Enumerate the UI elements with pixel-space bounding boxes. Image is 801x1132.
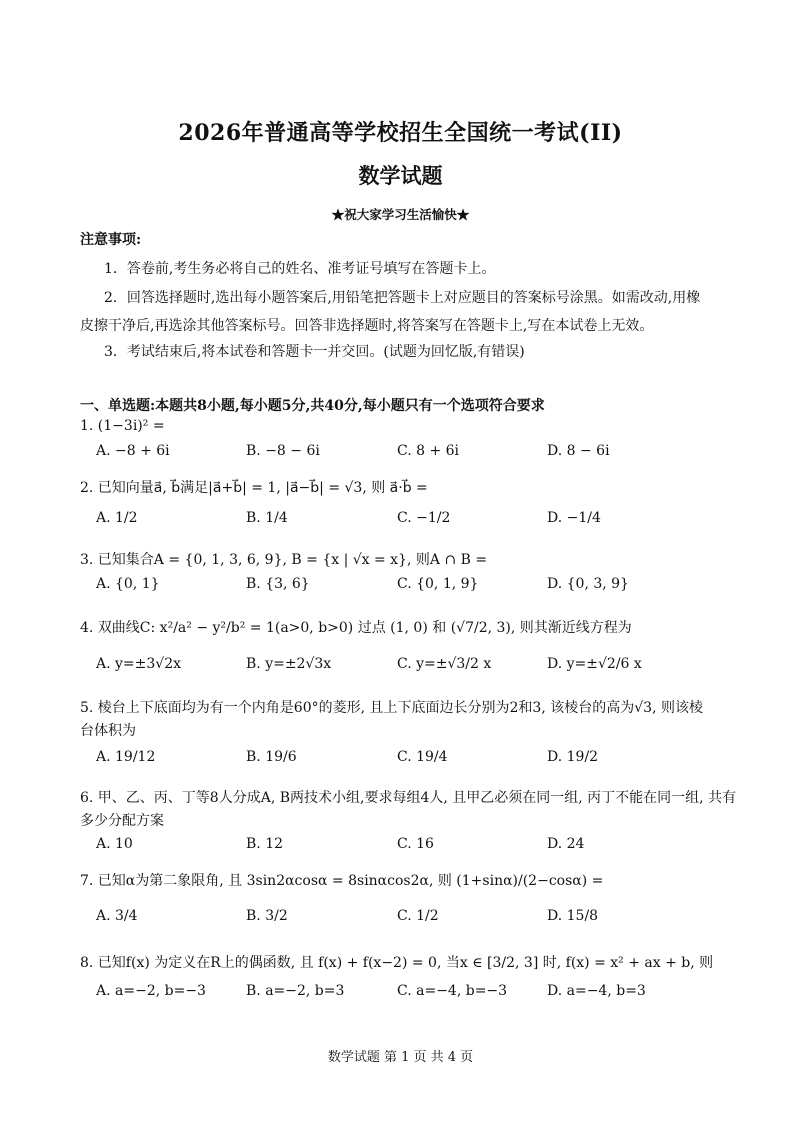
exam-subtitle: 数学试题 <box>358 163 443 188</box>
q6-option-a: A. 10 <box>96 836 133 852</box>
q7-option-d: D. 15/8 <box>547 908 599 924</box>
question-3-stem: 3. 已知集合A = {0, 1, 3, 6, 9}, B = {x | √x = x}, 则A ∩ B = <box>80 552 488 568</box>
question-5-stem: 5. 棱台上下底面均为有一个内角是60°的菱形, 且上下底面边长分别为2和3, 该棱台的高为√3, 则该棱 <box>80 700 703 716</box>
q5-option-a: A. 19/12 <box>96 749 156 765</box>
notice-heading: 注意事项: <box>80 232 142 248</box>
q4-option-b: B. y=±2√3x <box>246 656 332 672</box>
q8-option-b: B. a=−2, b=3 <box>246 983 345 999</box>
q3-option-b: B. {3, 6} <box>246 576 310 592</box>
question-8-stem: 8. 已知f(x) 为定义在R上的偶函数, 且 f(x) + f(x−2) = 0, 当x ∈ [3/2, 3] 时, f(x) = x² + ax + b, 则 <box>80 955 714 971</box>
q1-option-c: C. 8 + 6i <box>397 443 460 459</box>
q4-option-c: C. y=±√3/2 x <box>397 656 492 672</box>
q2-option-a: A. 1/2 <box>96 510 138 526</box>
notice-item-1: 1．答卷前,考生务必将自己的姓名、准考证号填写在答题卡上。 <box>104 261 496 277</box>
q2-option-d: D. −1/4 <box>547 510 601 526</box>
question-5-stem-cont: 台体积为 <box>80 723 136 739</box>
q7-option-c: C. 1/2 <box>397 908 439 924</box>
q5-option-b: B. 19/6 <box>246 749 297 765</box>
q3-option-a: A. {0, 1} <box>96 576 160 592</box>
question-7-stem: 7. 已知α为第二象限角, 且 3sin2αcosα = 8sinαcos2α, 则 (1+sinα)/(2−cosα) = <box>80 873 604 889</box>
question-6-stem: 6. 甲、乙、丙、丁等8人分成A, B两技术小组,要求每组4人, 且甲乙必须在同一组, 丙丁不能在同一组, 共有 <box>80 790 737 806</box>
q1-option-a: A. −8 + 6i <box>96 443 170 459</box>
q4-option-d: D. y=±√2/6 x <box>547 656 642 672</box>
q5-option-d: D. 19/2 <box>547 749 599 765</box>
page-footer: 数学试题 第 1 页 共 4 页 <box>327 1050 474 1065</box>
q3-option-c: C. {0, 1, 9} <box>397 576 479 592</box>
q8-option-a: A. a=−2, b=−3 <box>96 983 206 999</box>
q1-option-d: D. 8 − 6i <box>547 443 610 459</box>
q6-option-c: C. 16 <box>397 836 434 852</box>
q7-option-b: B. 3/2 <box>246 908 288 924</box>
q3-option-d: D. {0, 3, 9} <box>547 576 629 592</box>
question-6-stem-cont: 多少分配方案 <box>80 813 164 829</box>
exam-title: 2026年普通高等学校招生全国统一考试(II) <box>178 120 623 146</box>
section-heading: 一、单选题:本题共8小题,每小题5分,共40分,每小题只有一个选项符合要求 <box>80 398 545 414</box>
notice-item-3: 3．考试结束后,将本试卷和答题卡一并交回。(试题为回忆版,有错误) <box>104 344 525 360</box>
q7-option-a: A. 3/4 <box>96 908 138 924</box>
q8-option-d: D. a=−4, b=3 <box>547 983 646 999</box>
q4-option-a: A. y=±3√2x <box>96 656 182 672</box>
q1-option-b: B. −8 − 6i <box>246 443 320 459</box>
q2-option-c: C. −1/2 <box>397 510 451 526</box>
q2-option-b: B. 1/4 <box>246 510 288 526</box>
notice-item-2: 2．回答选择题时,选出每小题答案后,用铅笔把答题卡上对应题目的答案标号涂黑。如需改动,用橡 <box>104 290 701 306</box>
question-2-stem: 2. 已知向量a⃗, b⃗满足|a⃗+b⃗| = 1, |a⃗−b⃗| = √3, 则 a⃗·b⃗ = <box>80 480 428 496</box>
q8-option-c: C. a=−4, b=−3 <box>397 983 508 999</box>
motto: ★祝大家学习生活愉快★ <box>331 207 470 222</box>
notice-item-2-cont: 皮擦干净后,再选涂其他答案标号。回答非选择题时,将答案写在答题卡上,写在本试卷上无效。 <box>80 318 654 334</box>
q5-option-c: C. 19/4 <box>397 749 448 765</box>
q6-option-d: D. 24 <box>547 836 585 852</box>
question-1-stem: 1. (1−3i)² = <box>80 418 165 434</box>
question-4-stem: 4. 双曲线C: x²/a² − y²/b² = 1(a>0, b>0) 过点 (1, 0) 和 (√7/2, 3), 则其渐近线方程为 <box>80 620 632 636</box>
q6-option-b: B. 12 <box>246 836 284 852</box>
